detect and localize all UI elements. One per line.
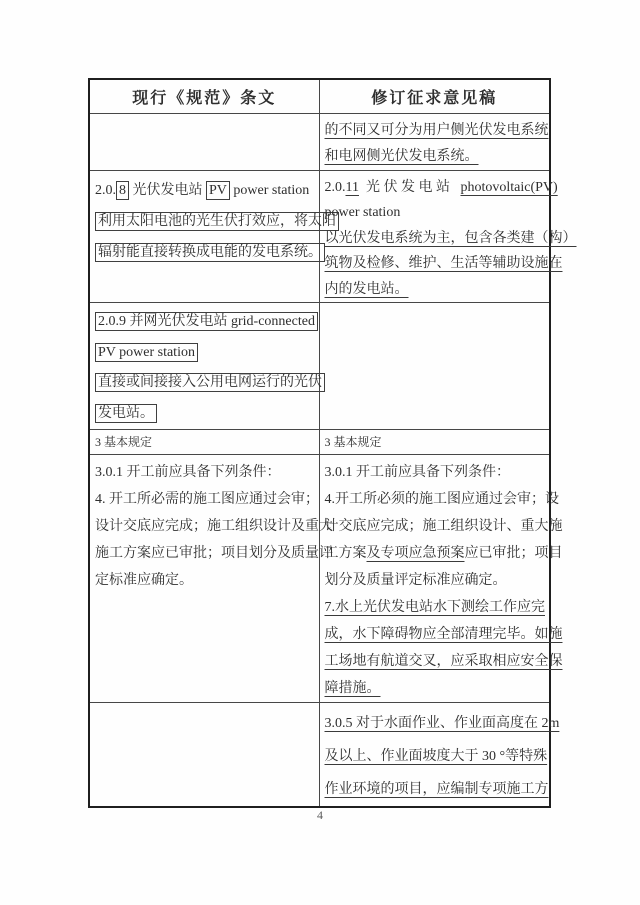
table-row (89, 430, 550, 455)
cell-right (319, 703, 560, 808)
cell-left (89, 430, 319, 455)
inserted-text: 3.0.5 对于水面作业、作业面高度在 2m (324, 716, 560, 731)
text-segment: 应已审批；项目 (464, 546, 563, 561)
deleted-text: 利用太阳电池的光生伏打效应，将太阳 (95, 212, 339, 231)
text-line (95, 433, 318, 451)
text-segment: 定标准应确定。 (95, 573, 193, 588)
text-segment: 设计交底应完成；施工组织设计及重大 (95, 519, 333, 534)
inserted-text: 内的发电站。 (324, 281, 409, 297)
deleted-text: 辐射能直接转换成电能的发电系统。 (95, 243, 325, 262)
text-line (95, 540, 333, 567)
text-segment: power station (324, 205, 401, 220)
table-row (89, 455, 550, 703)
text-line (95, 175, 318, 206)
text-segment: 3.0.1 开工前应具备下列条件： (95, 465, 281, 480)
text-segment: 3 基本规定 (324, 435, 382, 449)
inserted-text: photovoltaic(PV) (460, 179, 558, 195)
cell-right (319, 430, 550, 455)
text-line (324, 513, 563, 540)
deleted-text: 直接或间接接入公用电网运行的光伏 (95, 373, 325, 392)
inserted-text: 11 (345, 179, 359, 195)
text-segment: 4. 开工所必需的施工图应通过会审； (95, 492, 319, 507)
text-line (95, 459, 318, 486)
text-line (95, 237, 322, 268)
inserted-text: 障措施。 (324, 681, 381, 696)
cell-left (89, 170, 336, 303)
inserted-text: 工场地有航道交叉，应采取相应安全保 (324, 654, 563, 669)
text-line (324, 621, 563, 648)
inserted-text: 的不同又可分为用户侧光伏发电系统 (324, 122, 549, 138)
deleted-text: PV power station (95, 343, 198, 362)
text-segment: 4.开工所必须的施工图应通过会审；设 (324, 492, 559, 507)
text-line (324, 648, 563, 675)
text-line (95, 338, 318, 369)
text-line (324, 175, 558, 201)
text-line (95, 567, 318, 594)
table-body (89, 113, 577, 807)
text-line (325, 459, 549, 486)
inserted-text: 及专项应急预案 (366, 546, 465, 561)
text-line (325, 118, 549, 144)
text-line (325, 433, 549, 451)
text-line (95, 368, 322, 399)
table-row (89, 703, 550, 808)
text-segment: 光伏发电站 (129, 182, 206, 198)
cell-right (319, 170, 577, 303)
text-line (325, 277, 549, 303)
comparison-table (88, 78, 577, 808)
text-line (324, 226, 577, 252)
text-segment: 计交底应完成；施工组织设计、重大施 (324, 519, 563, 534)
text-line (325, 200, 549, 226)
header-row (89, 79, 550, 113)
text-line (95, 486, 318, 513)
text-segment: 3 基本规定 (95, 435, 153, 449)
text-line (325, 773, 549, 806)
header-revision-column: 修订征求意见稿 (319, 79, 550, 113)
text-line (325, 675, 549, 702)
deleted-text: PV (206, 181, 230, 200)
text-line (95, 307, 318, 338)
table-row (89, 303, 550, 430)
text-line (324, 251, 563, 277)
cell-right (319, 303, 550, 430)
text-segment: 2.0. (95, 182, 116, 198)
text-line (325, 740, 549, 773)
text-segment: 2.0. (324, 179, 346, 195)
inserted-text: 7.水上光伏发电站水下测绘工作应完 (324, 600, 545, 615)
text-line (325, 594, 549, 621)
cell-right (319, 455, 563, 703)
page-number: 4 (317, 808, 323, 822)
cell-left (89, 703, 319, 808)
text-segment: 3.0.1 开工前应具备下列条件： (324, 465, 510, 480)
cell-left (89, 455, 333, 703)
cell-left (89, 113, 319, 170)
text-line (325, 567, 549, 594)
table-row (89, 113, 550, 170)
cell-left (89, 303, 322, 430)
inserted-text: 及以上、作业面坡度大于 30 °等特殊 (324, 749, 548, 764)
cell-right (319, 113, 550, 170)
table-row (89, 170, 550, 303)
inserted-text: 作业环境的项目，应编制专项施工方 (324, 782, 549, 797)
deleted-text: 8 (116, 181, 129, 200)
deleted-text: 2.0.9 并网光伏发电站 grid-connected (95, 312, 318, 331)
text-line (324, 707, 560, 740)
text-line (325, 144, 549, 170)
text-line (324, 540, 563, 567)
text-line (324, 486, 559, 513)
inserted-text: 成，水下障碍物应全部清理完毕。如施 (324, 627, 563, 642)
text-line (95, 399, 318, 430)
text-line (95, 513, 333, 540)
deleted-text: 发电站。 (95, 404, 157, 423)
text-segment: 划分及质量评定标准应确定。 (324, 573, 507, 588)
text-segment: 施工方案应已审批；项目划分及质量评 (95, 546, 333, 561)
text-line (95, 206, 336, 237)
text-segment: 光伏发电站 (358, 179, 461, 195)
inserted-text: 以光伏发电系统为主，包含各类建（构） (324, 230, 577, 246)
header-current-column: 现行《规范》条文 (89, 79, 319, 113)
text-segment: power station (229, 182, 310, 198)
text-segment: 工方案 (324, 546, 367, 561)
inserted-text: 和电网侧光伏发电系统。 (324, 148, 479, 164)
inserted-text: 筑物及检修、维护、生活等辅助设施在 (324, 256, 563, 271)
